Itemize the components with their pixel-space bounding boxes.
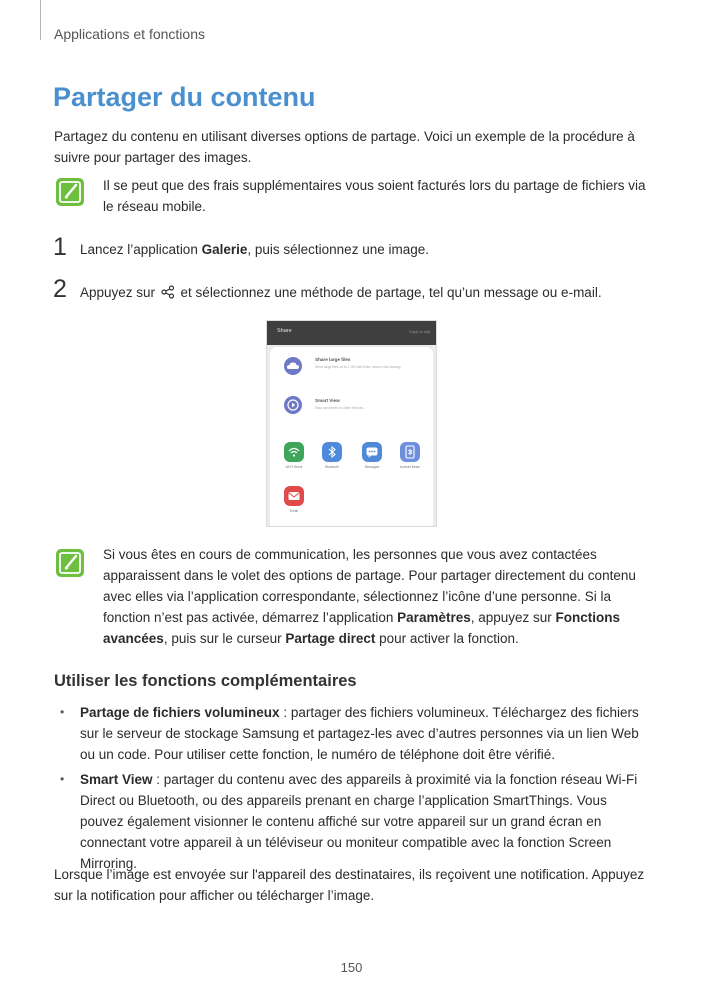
page-title: Partager du contenu <box>53 82 316 112</box>
intro-paragraph: Partagez du contenu en utilisant diverses options de partage. Voici un exemple de la procédure à suivre pour partager des images. <box>54 129 635 165</box>
step-number: 2 <box>53 275 67 303</box>
email-icon <box>284 486 304 506</box>
bullet-item: Smart View : partager du contenu avec des appareils à proximité via la fonction réseau Wi-Fi Direct ou Bluetooth, ou des appareils prenant en charge l’application SmartThings. Vous pouvez également visionner le contenu affiché sur votre appareil sur un grand écran en connectant votre appareil à un téléviseur ou moniteur compatible avec la fonction Screen Mirroring. <box>80 772 638 871</box>
step-text: Lancez l’application Galerie, puis sélectionnez une image. <box>80 242 429 257</box>
messages-icon <box>362 442 382 462</box>
bullet-marker: • <box>60 705 65 719</box>
share-options-card <box>270 347 433 443</box>
note-text: Si vous êtes en cours de communication, les personnes que vous avez contactées apparaissent dans le volet des options de partage. Pour partager directement du contenu avec elles via l’application correspondante, sélectionnez l’icône d’une personne. Si la fonction n’est pas activée, démarrez l’application Paramètres, appuyez sur Fonctions avancées, puis sur le curseur Partage direct pour activer la fonction. <box>103 547 636 646</box>
page-number: 150 <box>340 960 363 975</box>
share-panel-title: Share <box>277 328 292 334</box>
share-icon <box>161 284 175 298</box>
cloud-upload-icon <box>284 357 302 375</box>
app-label: Android Beam <box>399 465 421 469</box>
option-title: Share large files <box>315 357 351 362</box>
pencil-note-icon <box>56 178 84 206</box>
margin-rule <box>40 0 41 40</box>
step-number: 1 <box>53 233 67 261</box>
smart-view-icon <box>284 396 302 414</box>
option-desc: Send large files up to 1 GB with links, secure link sharing. <box>315 365 402 369</box>
share-apps-card <box>270 431 433 527</box>
subheading: Utiliser les fonctions complémentaires <box>54 672 357 690</box>
app-label: Bluetooth <box>325 465 339 469</box>
app-label: Messages <box>364 465 380 469</box>
app-label: Wi-Fi Direct <box>285 465 303 469</box>
android-beam-icon <box>400 442 420 462</box>
share-panel-screenshot <box>266 320 437 527</box>
bullet-marker: • <box>60 772 65 786</box>
note-text: Il se peut que des frais supplémentaires vous soient facturés lors du partage de fichiers via le réseau mobile. <box>103 178 646 214</box>
wifi-direct-icon <box>284 442 304 462</box>
bluetooth-icon <box>322 442 342 462</box>
share-panel-top-action: Copy to clip <box>409 329 430 334</box>
app-label: Email <box>290 509 298 513</box>
pencil-note-icon <box>56 549 84 577</box>
section-header: Applications et fonctions <box>54 26 205 42</box>
option-desc: Stay connected to other devices. <box>315 406 365 410</box>
step-text: Appuyez sur et sélectionnez une méthode de partage, tel qu’un message ou e-mail. <box>80 285 602 300</box>
closing-paragraph: Lorsque l’image est envoyée sur l'appareil des destinataires, ils reçoivent une notification. Appuyez sur la notification pour afficher ou télécharger l’image. <box>54 867 645 903</box>
bullet-item: Partage de fichiers volumineux : partager des fichiers volumineux. Téléchargez des fichiers sur le serveur de stockage Samsung et partagez-les avec d’autres personnes via un lien Web ou un code. Pour utiliser cette fonction, le numéro de téléphone doit être vérifié. <box>80 705 639 762</box>
option-title: Smart View <box>315 398 340 403</box>
